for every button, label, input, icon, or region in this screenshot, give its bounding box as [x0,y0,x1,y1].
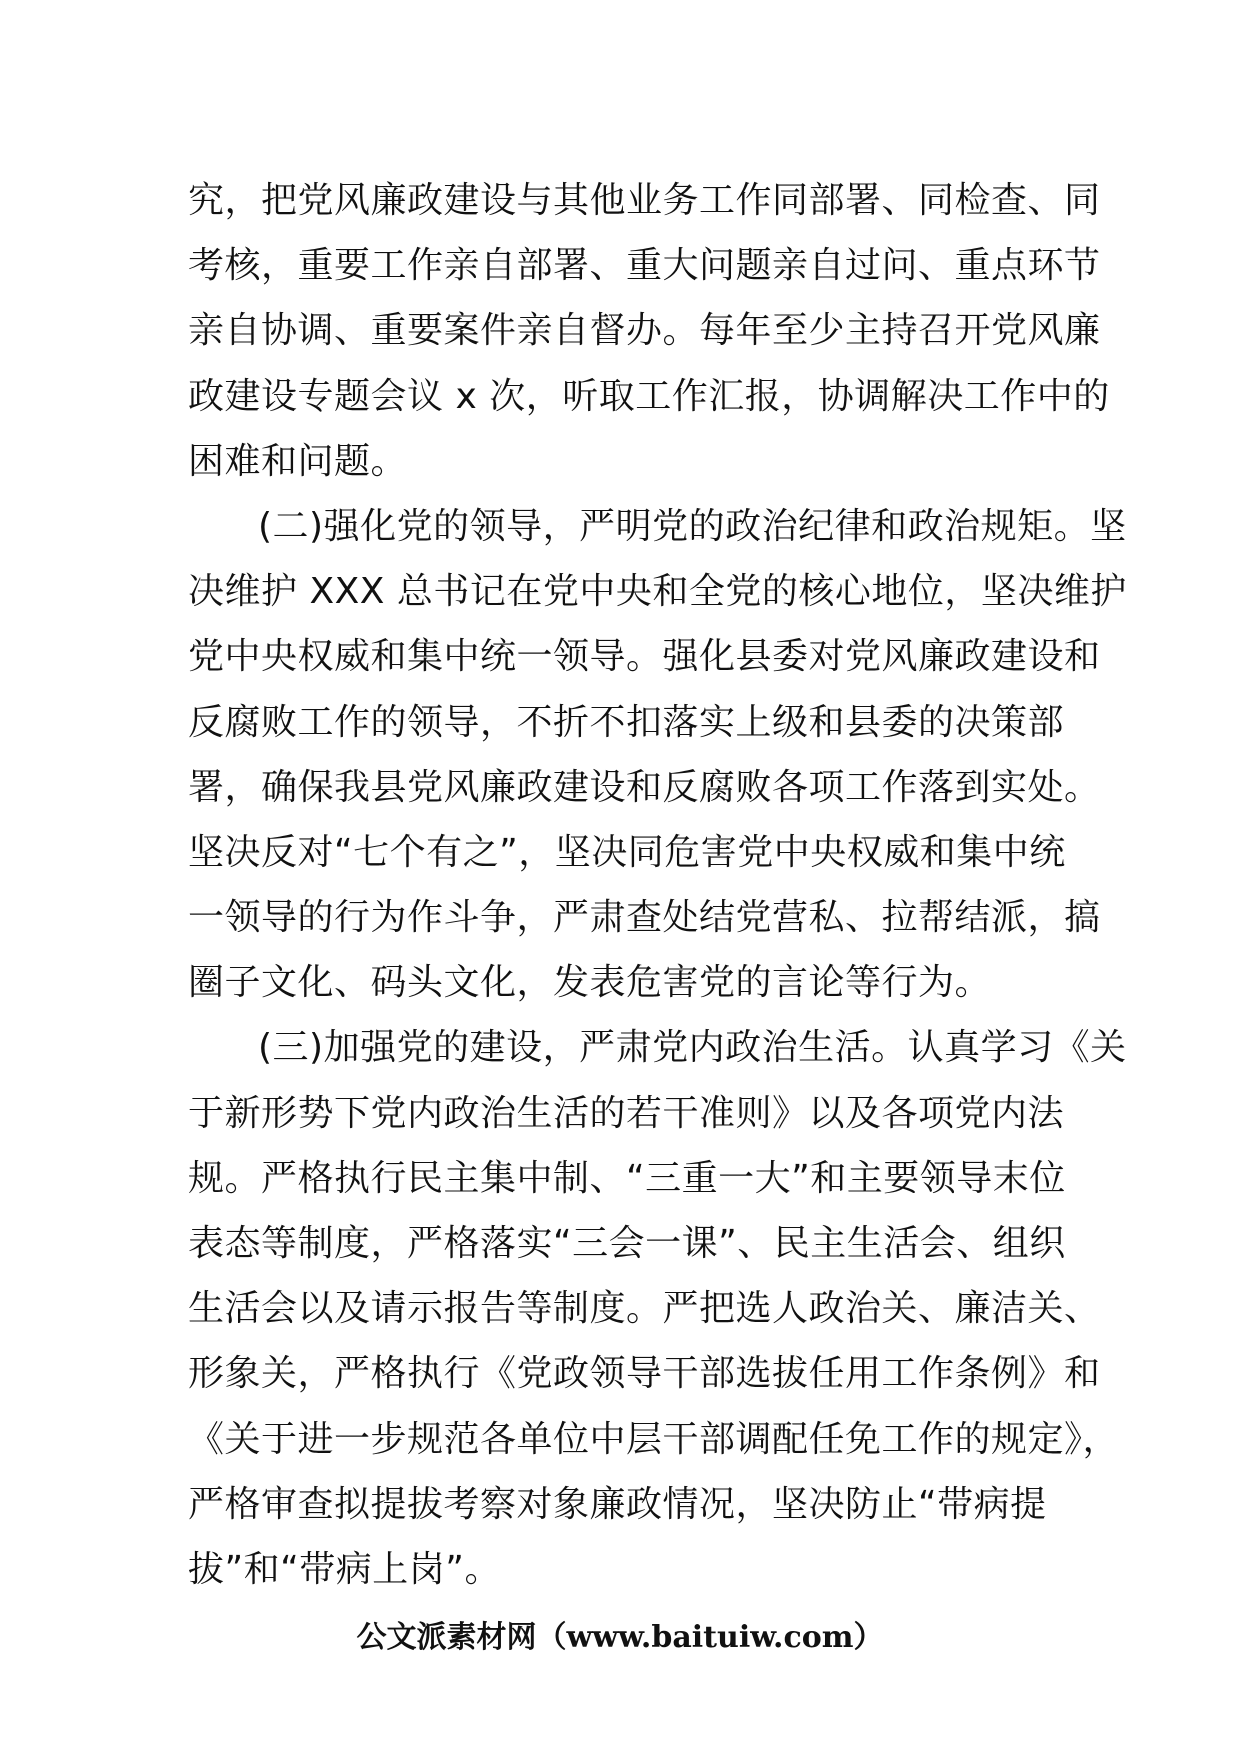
text-line: 表态等制度，严格落实“三会一课”、民主生活会、组织 [188,1223,1066,1264]
text-line: 坚决反对“七个有之”，坚决同危害党中央权威和集中统 [188,831,1066,873]
text-line: 形象关，严格执行《党政领导干部选拔任用工作条例》和 [188,1353,1101,1395]
document-body [188,168,1127,1602]
text-line: 决维护 XXX 总书记在党中央和全党的核心地位，坚决维护 [188,571,1127,613]
text-line: 圈子文化、码头文化，发表危害党的言论等行为。 [188,962,992,1004]
text-line: 署，确保我县党风廉政建设和反腐败各项工作落到实处。 [188,766,1101,808]
text-line: 考核，重要工作亲自部署、重大问题亲自过问、重点环节 [188,245,1101,287]
text-line: 政建设专题会议 x 次，听取工作汇报，协调解决工作中的 [188,375,1110,417]
text-line: 党中央权威和集中统一领导。强化县委对党风廉政建设和 [188,636,1101,678]
text-line: 困难和问题。 [188,440,408,482]
text-line: 反腐败工作的领导，不折不扣落实上级和县委的决策部 [188,701,1065,743]
text-line: 拔”和“带病上岗”。 [188,1548,501,1590]
section-heading-line: (三)加强党的建设，严肃党内政治生活。认真学习《关 [258,1027,1127,1069]
text-line: 一领导的行为作斗争，严肃查处结党营私、拉帮结派，搞 [188,897,1101,939]
text-line: 规。严格执行民主集中制、“三重一大”和主要领导末位 [188,1157,1066,1199]
text-line: 严格审查拟提拔考察对象廉政情况，坚决防止“带病提 [188,1483,1047,1525]
text-line: 亲自协调、重要案件亲自督办。每年至少主持召开党风廉 [188,310,1101,352]
text-line: 于新形势下党内政治生活的若干准则》以及各项党内法 [188,1092,1065,1134]
text-line: 《关于进一步规范各单位中层干部调配任免工作的规定》， [188,1418,1120,1460]
text-line: 生活会以及请示报告等制度。严把选人政治关、廉洁关、 [188,1288,1101,1330]
text-line: 究，把党风廉政建设与其他业务工作同部署、同检查、同 [188,180,1101,221]
section-heading-line: (二)强化党的领导，严明党的政治纪律和政治规矩。坚 [258,505,1127,547]
footer-watermark: 公文派素材网（www.baituiw.com） [356,1620,884,1655]
